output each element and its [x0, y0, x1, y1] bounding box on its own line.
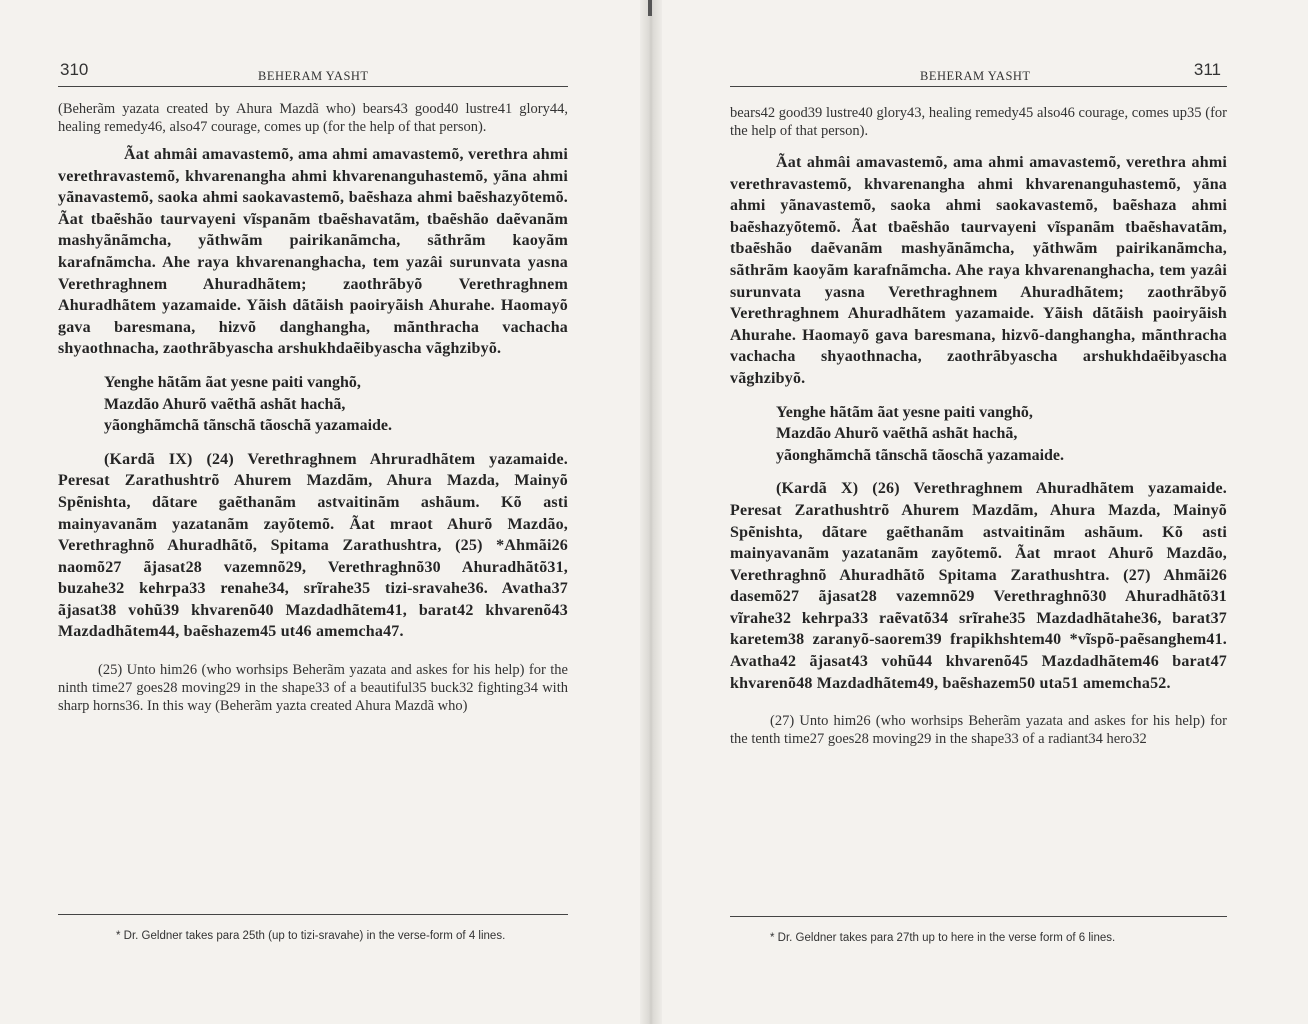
translation-paragraph: (27) Unto him26 (who worhsips Beherãm yazata and askes for his help) for the tenth time27 goes28 moving29 in the shape33 of a radiant34 hero32	[730, 713, 1227, 748]
right-page	[730, 0, 1227, 1024]
running-title: BEHERAM YASHT	[920, 69, 1031, 83]
verse-line: yãonghãmchã tãnschã tãoschã yazamaide.	[104, 417, 393, 435]
running-title: BEHERAM YASHT	[258, 69, 369, 83]
verse-block	[58, 372, 568, 437]
left-body	[58, 100, 568, 715]
avestan-paragraph: Ãat ahmâi amavastemõ, ama ahmi amavastemõ, verethra ahmi verethravastemõ, khvarenangha ahmi khvarenanguhastemõ, yãna ahmi yãnavastemõ, saoka ahmi saokavastemõ, baẽshaza ahmi baẽshazyõtemõ. Ãat tbaẽshão taurvayeni vĩspanãm tbaẽshavatãm, tbaẽshão daẽvanãm mashyãnãmcha, yãthwãm pairikanãmcha, sãthrãm kaoyãm karafnãmcha. Ahe raya khvarenanghacha, tem yazâi surunvata yasna Verethraghnem Ahuradhãtem; zaothrãbyõ Verethraghnem Ahuradhãtem yazamaide. Yãish dãtãish paoiryãish Ahurahe. Haomayõ gava baresmana, hizvõ-danghangha, mãnthracha vachacha shyaothnacha, zaothrãbyascha arshukhdaẽibyascha vãghzibyõ.	[730, 154, 1227, 387]
verse-line: Yenghe hãtãm ãat yesne paiti vanghõ,	[776, 403, 1033, 421]
verse-block	[730, 402, 1227, 467]
footnote: * Dr. Geldner takes para 27th up to here in the verse form of 6 lines.	[770, 932, 1116, 944]
translation-paragraph: bears42 good39 lustre40 glory43, healing remedy45 also46 courage, comes up35 (for the help of that person).	[730, 105, 1227, 139]
avestan-paragraph: Ãat ahmâi amavastemõ, ama ahmi amavastemõ, verethra ahmi verethravastemõ, khvarenangha ahmi khvarenanguhastemõ, yãna ahmi yãnavastemõ, saoka ahmi saokavastemõ, baẽshaza ahmi baẽshazyõtemõ. Ãat tbaẽshão taurvayeni vĩspanãm tbaẽshavatãm, tbaẽshão daẽvanãm mashyãnãmcha, yãthwãm pairikanãmcha, sãthrãm kaoyãm karafnãmcha. Ahe raya khvarenanghacha, tem yazâi surunvata yasna Verethraghnem Ahuradhãtem; zaothrãbyõ Verethraghnem Ahuradhãtem yazamaide. Yãish dãtãish paoiryãish Ahurahe. Haomayõ gava baresmana, hizvõ danghangha, mãnthracha vachacha shyaothnacha, zaothrãbyascha arshukhdaẽibyascha vãghzibyõ.	[58, 146, 568, 358]
right-header	[730, 60, 1227, 87]
verse-line: yãonghãmchã tãnschã tãoschã yazamaide.	[776, 446, 1065, 464]
translation-paragraph: (Beherãm yazata created by Ahura Mazdã who) bears43 good40 lustre41 glory44, healing remedy46, also47 courage, comes up (for the help of that person).	[58, 101, 568, 135]
right-body	[730, 104, 1227, 748]
left-page	[58, 0, 568, 1024]
page-number: 311	[1193, 60, 1221, 79]
karda-paragraph: (Kardã X) (26) Verethraghnem Ahuradhãtem yazamaide. Peresat Zarathushtrõ Ahurem Mazdãm, Ahura Mazda, Mainyõ Spẽnishta, dãtare gaẽthanãm astvaitinãm ashãum. Kõ asti mainyavanãm yazatanãm zayõtemõ. Ãat mraot Ahurõ Mazdão, Verethraghnõ Ahuradhãtõ Spitama Zarathushtra. (27) Ahmãi26 dasemõ27 ãjasat28 vazemnõ29 Verethraghnõ30 Ahuradhãtõ31 vĩrahe32 kehrpa33 raẽvatõ34 srĩrahe35 Mazdadhãtahe36, barat37 karetem38 zaranyõ-saorem39 frapikhshtem40 *vĩspõ-paẽsanghem41. Avatha42 ãjasat43 vohũ44 khvarenõ45 Mazdadhãtem46 barat47 khvarenõ48 Mazdadhãtem49, baẽshazem50 uta51 amemcha52.	[730, 480, 1227, 692]
footnote-rule	[730, 916, 1227, 917]
footnote: * Dr. Geldner takes para 25th (up to tizi-sravahe) in the verse-form of 4 lines.	[116, 930, 506, 942]
verse-line: Mazdão Ahurõ vaẽthã ashãt hachã,	[104, 395, 346, 413]
translation-paragraph: (25) Unto him26 (who worhsips Beherãm yazata and askes for his help) for the ninth time27 goes28 moving29 in the shape33 of a beautiful35 buck32 fighting34 with sharp horns36. In this way (Beherãm yazta created Ahura Mazdã who)	[58, 662, 568, 715]
footnote-rule	[58, 914, 568, 915]
page-number: 310	[60, 60, 89, 79]
gutter-mark	[648, 0, 652, 16]
verse-line: Mazdão Ahurõ vaẽthã ashãt hachã,	[776, 425, 1018, 443]
book-gutter	[640, 0, 662, 1024]
verse-line: Yenghe hãtãm ãat yesne paiti vanghõ,	[104, 373, 361, 391]
karda-paragraph: (Kardã IX) (24) Verethraghnem Ahruradhãtem yazamaide. Peresat Zarathushtrõ Ahurem Mazdãm, Ahura Mazda, Mainyõ Spẽnishta, dãtare gaẽthanãm astvaitinãm ashãum. Kõ asti mainyavanãm yazatanãm zayõtemõ. Ãat mraot Ahurõ Mazdão, Verethraghnõ Ahuradhãtõ, Spitama Zarathushtra, (25) *Ahmãi26 naomõ27 ãjasat28 vazemnõ29, Verethraghnõ30 Ahuradhãtõ31, buzahe32 kehrpa33 renahe34, srĩrahe35 tizi-sravahe36. Avatha37 ãjasat38 vohũ39 khvarenõ40 Mazdadhãtem41, barat42 khvarenõ43 Mazdadhãtem44, baẽshazem45 ut46 amemcha47.	[58, 450, 568, 641]
left-header	[58, 60, 568, 87]
